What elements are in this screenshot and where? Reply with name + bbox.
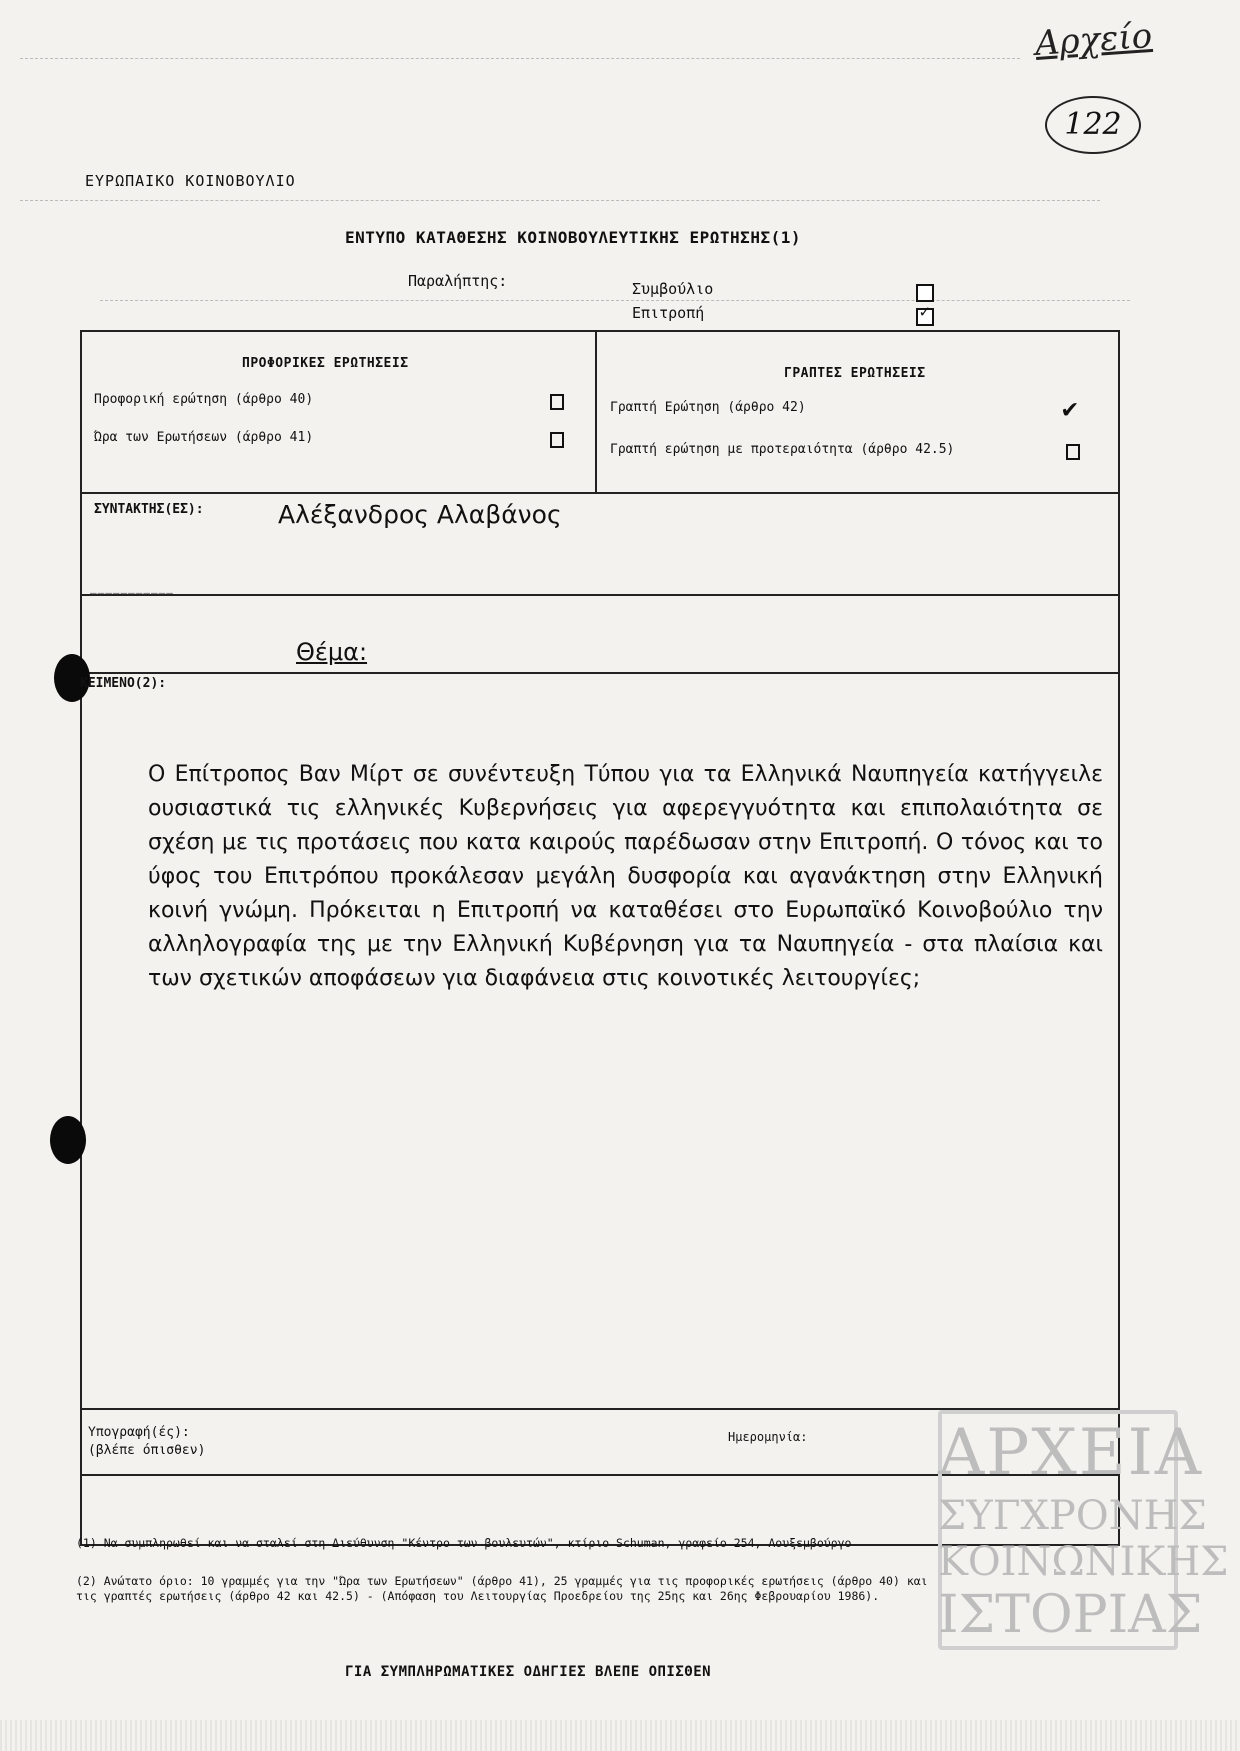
written-priority-checkbox[interactable] bbox=[1066, 444, 1080, 460]
recipient-council-checkbox[interactable] bbox=[916, 284, 934, 302]
form-title: ΕΝΤΥΠΟ ΚΑΤΑΘΕΣΗΣ ΚΟΙΝΟΒΟΥΛΕΥΤΙΚΗΣ ΕΡΩΤΗΣΗΣ(1) bbox=[345, 228, 801, 247]
written-priority-art425-label: Γραπτή ερώτηση με προτεραιότητα (άρθρο 42.5) bbox=[610, 442, 955, 457]
author-name[interactable]: Αλέξανδρος Αλαβάνος bbox=[278, 500, 562, 529]
recipient-label: Παραλήπτης: bbox=[408, 272, 508, 290]
date-label: Ημερομηνία: bbox=[728, 1430, 808, 1444]
question-body-text[interactable]: Ο Επίτροπος Βαν Μίρτ σε συνέντευξη Τύπου για τα Ελληνικά Ναυπηγεία κατήγγειλε ουσιαστικά τις ελληνικές Κυβερνήσεις για αφερεγγυότητα και επιπολαιότητα σε σχέση με τις προτάσεις που κατα καιρούς παρέδωσαν στην Επιτροπή. Ο τόνος και το ύφος του Επιτρόπου προκάλεσαν μεγάλη δυσφορία και αγανάκτηση στην Ελληνική κοινή γνώμη. Πρόκειται η Επιτροπή να καταθέσει στο Ευρωπαϊκό Κοινοβούλιο την αλληλογραφία της με την Ελληνική Κυβέρνηση για τα Ναυπηγεία - στα πλαίσια και των σχετικών αποφάσεων για διαφάνεια στις κοινοτικές λειτουργίες; bbox=[148, 762, 1103, 991]
section-divider bbox=[82, 492, 1118, 494]
stamp-line: ΑΡΧΕΙΑ bbox=[938, 1416, 1204, 1490]
question-types-divider bbox=[595, 332, 597, 492]
check-icon: ✓ bbox=[919, 302, 930, 322]
section-divider bbox=[82, 672, 1118, 674]
section-divider bbox=[82, 594, 1118, 596]
oral-question-art40-checkbox[interactable] bbox=[550, 394, 564, 410]
footnote-1: (1) Να συμπληρωθεί και να σταλεί στη Διεύθυνση "Κέντρο των βουλευτών", κτίριο Schuman, γραφείο 254, Λουξεμβούργο bbox=[76, 1536, 852, 1550]
question-time-art41-checkbox[interactable] bbox=[550, 432, 564, 448]
archive-handwritten-mark: Αρχείο bbox=[1033, 15, 1154, 65]
check-icon[interactable]: ✔ bbox=[1062, 394, 1078, 424]
recipient-commission-checkbox[interactable] bbox=[916, 302, 934, 326]
oral-question-art40-label: Προφορική ερώτηση (άρθρο 40) bbox=[94, 392, 314, 407]
organization-name: ΕΥΡΩΠΑΙΚΟ ΚΟΙΝΟΒΟΥΛΙΟ bbox=[85, 172, 296, 190]
scan-edge-noise bbox=[0, 1720, 1240, 1751]
scan-artifact-line bbox=[100, 300, 1130, 301]
recipient-option-council-label: Συμβούλιο bbox=[632, 280, 714, 298]
text-section-label: ΚΕΙΜΕΝΟ(2): bbox=[80, 676, 167, 691]
archive-watermark-stamp bbox=[938, 1410, 1229, 1650]
question-time-art41-label: Ώρα των Ερωτήσεων (άρθρο 41) bbox=[94, 430, 314, 445]
archive-number-circle: 122 bbox=[1045, 96, 1141, 154]
stamp-line: ΙΣΤΟΡΙΑΣ bbox=[938, 1585, 1203, 1645]
scan-artifact-line bbox=[20, 58, 1020, 59]
faded-field-line: ——————————— bbox=[90, 586, 174, 599]
signature-label: Υπογραφή(ές): (βλέπε όπισθεν) bbox=[88, 1425, 206, 1458]
stamp-line: ΚΟΙΝΩΝΙΚΗΣ bbox=[938, 1539, 1229, 1585]
oral-questions-title: ΠΡΟΦΟΡΙΚΕΣ ΕΡΩΤΗΣΕΙΣ bbox=[242, 356, 409, 371]
written-question-art42-label: Γραπτή Ερώτηση (άρθρο 42) bbox=[610, 400, 806, 415]
stamp-line: ΣΥΓΧΡΟΝΗΣ bbox=[938, 1493, 1207, 1539]
scan-artifact-line bbox=[20, 200, 1100, 201]
subject-label[interactable]: Θέμα: bbox=[296, 638, 368, 666]
binder-hole bbox=[50, 1116, 86, 1164]
author-label: ΣΥΝΤΑΚΤΗΣ(ΕΣ): bbox=[94, 502, 204, 517]
footnote-2: (2) Ανώτατο όριο: 10 γραμμές για την "Ώρα των Ερωτήσεων" (άρθρο 41), 25 γραμμές για τις προφορικές ερωτήσεις (άρθρο 40) και τις γραπτές ερωτήσεις (άρθρο 42 και 42.5) - (Απόφαση του Λειτουργίας Προεδρείου της 25ης και 26ης Φεβρουαρίου 1986). bbox=[76, 1574, 928, 1603]
bottom-instructions-note: ΓΙΑ ΣΥΜΠΛΗΡΩΜΑΤΙΚΕΣ ΟΔΗΓΙΕΣ ΒΛΕΠΕ ΟΠΙΣΘΕΝ bbox=[345, 1664, 712, 1680]
recipient-option-commission-label: Επιτροπή bbox=[632, 304, 705, 322]
written-questions-title: ΓΡΑΠΤΕΣ ΕΡΩΤΗΣΕΙΣ bbox=[784, 366, 926, 381]
